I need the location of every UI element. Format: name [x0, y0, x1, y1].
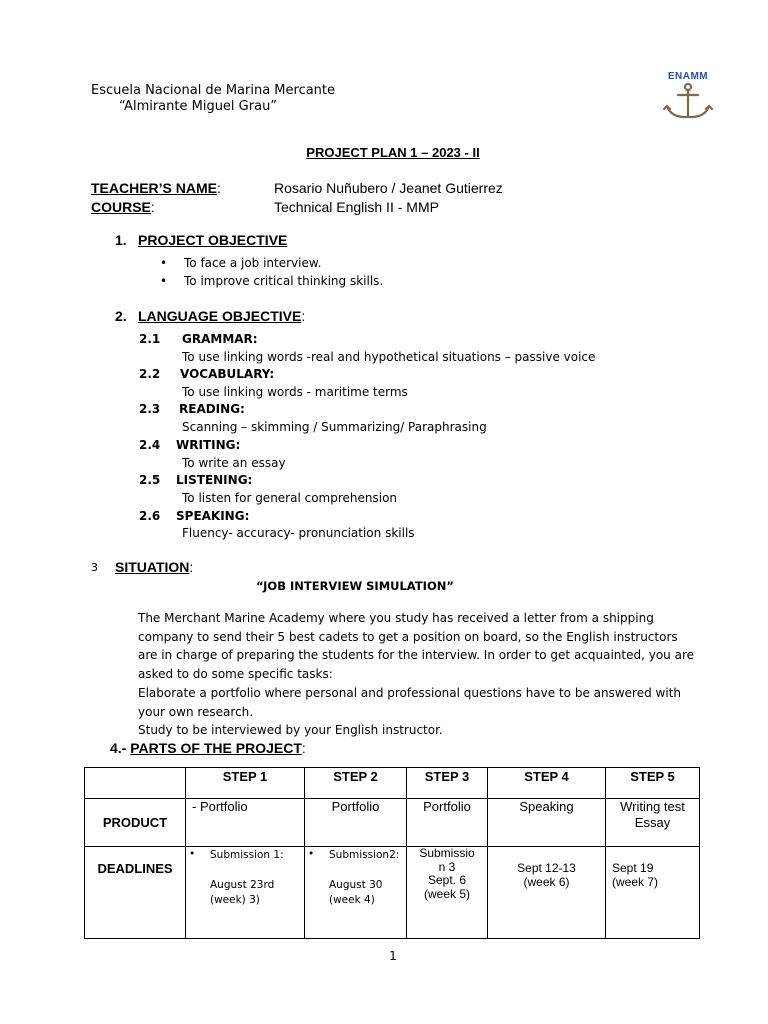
teacher-label: TEACHER’S NAME: [91, 180, 218, 196]
subitem-label: LISTENING:: [176, 473, 253, 487]
step-header: STEP 4: [488, 768, 606, 799]
project-parts-table: [84, 767, 700, 939]
school-subtitle: “Almirante Miguel Grau”: [119, 99, 278, 114]
subitem-label: READING:: [179, 402, 245, 416]
section-2-heading: LANGUAGE OBJECTIVE:: [138, 308, 306, 324]
teacher-label-row: TEACHER’S NAME:: [91, 180, 221, 196]
school-name: Escuela Nacional de Marina Mercante: [91, 83, 336, 98]
step-header: STEP 3: [407, 768, 488, 799]
course-label-row: COURSE:: [91, 199, 155, 215]
subitem-label: WRITING:: [176, 438, 241, 452]
section-2-number: 2.: [115, 308, 127, 324]
subitem-label: GRAMMAR:: [182, 332, 258, 346]
situation-paragraph: Elaborate a portfolio where personal and professional questions have to be answered with your own research.: [138, 685, 681, 719]
course-label: COURSE: [91, 199, 151, 215]
teacher-value: Rosario Nuñubero / Jeanet Gutierrez: [274, 180, 503, 196]
subitem-number: 2.5: [139, 473, 161, 487]
product-label: PRODUCT: [85, 799, 186, 847]
objective-bullet: • To improve critical thinking skills.: [160, 274, 384, 288]
logo-text: ENAMM: [667, 71, 709, 82]
page-number: 1: [389, 949, 397, 963]
table-corner-cell: [85, 768, 186, 799]
course-value: Technical English II - MMP: [274, 199, 439, 215]
deadlines-label: DEADLINES: [85, 847, 186, 939]
step-header: STEP 5: [606, 768, 700, 799]
product-cell: Portfolio: [407, 799, 488, 847]
deadline-cell: • Submission 1: August 23rd (week) 3): [186, 847, 305, 939]
step-header: STEP 2: [305, 768, 407, 799]
subitem-number: 2.6: [139, 509, 161, 523]
product-cell: Portfolio: [305, 799, 407, 847]
situation-paragraph: Study to be interviewed by your English instructor.: [138, 723, 443, 738]
deadlines-row: [85, 847, 700, 939]
table-header-row: [85, 768, 700, 799]
section-4-heading: 4.- PARTS OF THE PROJECT:: [110, 740, 306, 756]
step-header: STEP 1: [186, 768, 305, 799]
objective-bullet: • To face a job interview.: [160, 256, 322, 270]
subitem-text: Fluency- accuracy- pronunciation skills: [182, 526, 415, 540]
subitem-text: To listen for general comprehension: [182, 491, 398, 505]
subitem-number: 2.4: [139, 438, 161, 452]
deadline-cell: Sept 19 (week 7): [606, 847, 700, 939]
subitem-text: To write an essay: [182, 456, 286, 470]
section-3-number: 3: [91, 561, 98, 574]
subitem-text: Scanning – skimming / Summarizing/ Paraphrasing: [182, 420, 487, 434]
deadline-cell: Submissio n 3 Sept. 6 (week 5): [407, 847, 488, 939]
section-1-heading: PROJECT OBJECTIVE: [138, 232, 288, 248]
deadline-cell: Sept 12-13 (week 6): [488, 847, 606, 939]
deadline-cell: • Submission2: August 30 (week 4): [305, 847, 407, 939]
anchor-icon: [657, 82, 719, 122]
product-cell: - Portfolio: [186, 799, 305, 847]
subitem-label: VOCABULARY:: [180, 367, 275, 381]
subitem-text: To use linking words -real and hypothetical situations – passive voice: [182, 350, 596, 364]
subitem-number: 2.2: [139, 367, 161, 381]
section-1-number: 1.: [115, 232, 127, 248]
product-row: [85, 799, 700, 847]
product-cell: Speaking: [488, 799, 606, 847]
section-3-heading: SITUATION:: [115, 559, 194, 575]
subitem-number: 2.3: [139, 402, 161, 416]
subitem-text: To use linking words - maritime terms: [182, 385, 408, 399]
subitem-number: 2.1: [139, 332, 161, 346]
school-logo: [657, 72, 719, 122]
page-title: PROJECT PLAN 1 – 2023 - II: [306, 145, 480, 160]
product-cell: Writing test Essay: [606, 799, 700, 847]
subitem-label: SPEAKING:: [176, 509, 250, 523]
situation-paragraph: The Merchant Marine Academy where you study has received a letter from a shipping company to send their 5 best cadets to get a position on board, so the English instructors are in charge of preparing the students for the interview. In order to get acquainted, you are asked to do some specific tasks:: [138, 611, 695, 682]
situation-text: [138, 609, 698, 740]
situation-title: “JOB INTERVIEW SIMULATION”: [256, 579, 454, 593]
